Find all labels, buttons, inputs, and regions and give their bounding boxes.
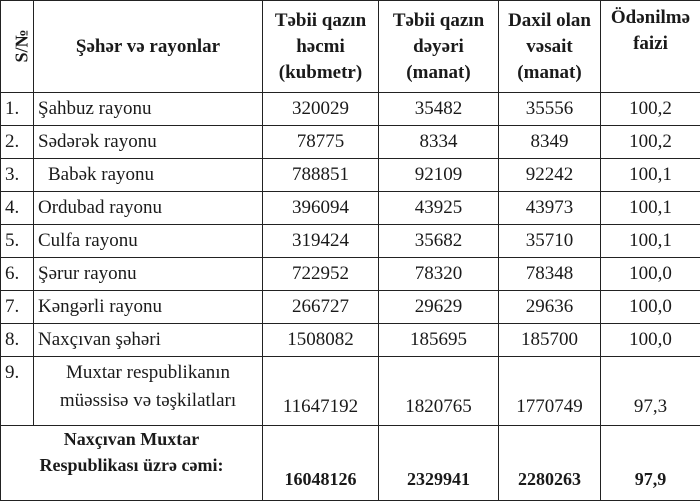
row-value: 78320 bbox=[379, 258, 499, 291]
row-value: 35682 bbox=[379, 225, 499, 258]
row-name-line1: Muxtar respublikanın bbox=[38, 359, 258, 387]
row-percent: 97,3 bbox=[601, 357, 700, 426]
row-volume: 1508082 bbox=[263, 324, 379, 357]
table-row bbox=[1, 159, 700, 192]
header-income-line2: vəsait bbox=[503, 34, 596, 60]
row-number: 5. bbox=[1, 225, 34, 258]
header-income bbox=[499, 1, 601, 93]
total-value: 2329941 bbox=[379, 426, 499, 501]
table-row bbox=[1, 324, 700, 357]
row-income: 92242 bbox=[499, 159, 601, 192]
row-income: 8349 bbox=[499, 126, 601, 159]
row-income: 35710 bbox=[499, 225, 601, 258]
header-volume-line2: həcmi bbox=[267, 34, 374, 60]
row-value: 92109 bbox=[379, 159, 499, 192]
header-income-line1: Daxil olan bbox=[503, 8, 596, 34]
row-percent: 100,1 bbox=[601, 192, 700, 225]
row-income: 1770749 bbox=[499, 357, 601, 426]
row-name: Şahbuz rayonu bbox=[34, 93, 263, 126]
row-volume: 266727 bbox=[263, 291, 379, 324]
header-number-label: S/№ bbox=[9, 29, 34, 62]
row-percent: 100,0 bbox=[601, 324, 700, 357]
row-name: Naxçıvan şəhəri bbox=[34, 324, 263, 357]
row-name: Sədərək rayonu bbox=[34, 126, 263, 159]
total-percent: 97,9 bbox=[601, 426, 700, 501]
total-label-line2: Respublikası üzrə cəmi: bbox=[5, 452, 258, 478]
row-name: Ordubad rayonu bbox=[34, 192, 263, 225]
total-label-line1: Naxçıvan Muxtar bbox=[5, 426, 258, 452]
row-volume: 396094 bbox=[263, 192, 379, 225]
row-volume: 722952 bbox=[263, 258, 379, 291]
header-value-line3: (manat) bbox=[383, 60, 494, 86]
row-volume: 11647192 bbox=[263, 357, 379, 426]
row-percent: 100,0 bbox=[601, 258, 700, 291]
row-number: 3. bbox=[1, 159, 34, 192]
row-value: 1820765 bbox=[379, 357, 499, 426]
row-volume: 320029 bbox=[263, 93, 379, 126]
row-percent: 100,2 bbox=[601, 93, 700, 126]
header-percent-line2: faizi bbox=[605, 31, 696, 57]
table-row bbox=[1, 126, 700, 159]
row-name: Kəngərli rayonu bbox=[34, 291, 263, 324]
row-income: 29636 bbox=[499, 291, 601, 324]
row-percent: 100,2 bbox=[601, 126, 700, 159]
row-number: 1. bbox=[1, 93, 34, 126]
row-number: 2. bbox=[1, 126, 34, 159]
header-value-line1: Təbii qazın bbox=[383, 8, 494, 34]
header-percent bbox=[601, 1, 700, 93]
row-name: Şərur rayonu bbox=[34, 258, 263, 291]
table-row bbox=[1, 357, 700, 426]
header-city: Şəhər və rayonlar bbox=[34, 1, 263, 93]
row-number: 6. bbox=[1, 258, 34, 291]
row-number: 9. bbox=[1, 357, 34, 426]
row-volume: 78775 bbox=[263, 126, 379, 159]
row-value: 29629 bbox=[379, 291, 499, 324]
header-volume-line3: (kubmetr) bbox=[267, 60, 374, 86]
row-percent: 100,0 bbox=[601, 291, 700, 324]
table-row bbox=[1, 225, 700, 258]
table-row bbox=[1, 258, 700, 291]
row-income: 78348 bbox=[499, 258, 601, 291]
total-row bbox=[1, 426, 700, 501]
row-income: 43973 bbox=[499, 192, 601, 225]
table-row bbox=[1, 93, 700, 126]
header-volume bbox=[263, 1, 379, 93]
total-label bbox=[1, 426, 263, 501]
row-income: 35556 bbox=[499, 93, 601, 126]
row-value: 43925 bbox=[379, 192, 499, 225]
row-name: Babək rayonu bbox=[34, 159, 263, 192]
row-number: 8. bbox=[1, 324, 34, 357]
row-percent: 100,1 bbox=[601, 225, 700, 258]
header-income-line3: (manat) bbox=[503, 60, 596, 86]
row-name: Culfa rayonu bbox=[34, 225, 263, 258]
row-volume: 788851 bbox=[263, 159, 379, 192]
row-name-line2: müəssisə və təşkilatları bbox=[38, 387, 258, 415]
row-income: 185700 bbox=[499, 324, 601, 357]
header-percent-line1: Ödənilmə bbox=[605, 5, 696, 31]
row-volume: 319424 bbox=[263, 225, 379, 258]
header-value-line2: dəyəri bbox=[383, 34, 494, 60]
table-row bbox=[1, 192, 700, 225]
table-row bbox=[1, 291, 700, 324]
row-value: 35482 bbox=[379, 93, 499, 126]
row-number: 7. bbox=[1, 291, 34, 324]
header-value bbox=[379, 1, 499, 93]
header-volume-line1: Təbii qazın bbox=[267, 8, 374, 34]
row-name bbox=[34, 357, 263, 426]
total-volume: 16048126 bbox=[263, 426, 379, 501]
total-income: 2280263 bbox=[499, 426, 601, 501]
row-value: 185695 bbox=[379, 324, 499, 357]
header-number bbox=[1, 1, 34, 93]
header-row bbox=[1, 1, 700, 93]
row-number: 4. bbox=[1, 192, 34, 225]
row-percent: 100,1 bbox=[601, 159, 700, 192]
row-value: 8334 bbox=[379, 126, 499, 159]
